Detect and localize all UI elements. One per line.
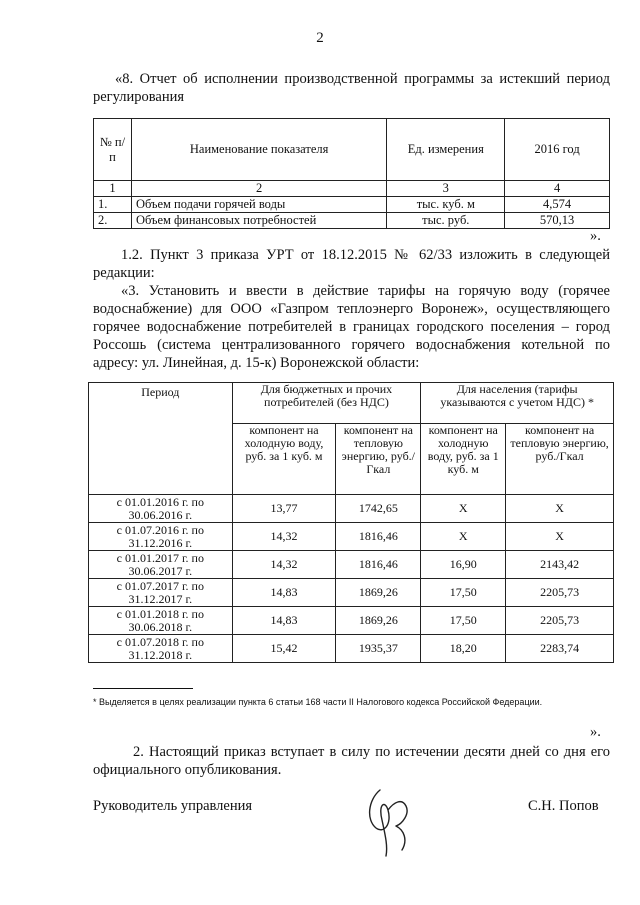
- numbering-cell: 2: [131, 181, 386, 197]
- item-3-paragraph: «3. Установить и ввести в действие тарифы на горячую воду (горячее водоснабжение) для ООО «Газпром теплоэнерго Воронеж», осуществляющего горячее водоснабжение потребителей в границах городского поселения – город Россошь (система централизованного горячего водоснабжения котельной по адресу: ул. Линейная, д. 15-к) Воронежской области:: [93, 283, 610, 371]
- production-program-table: [93, 118, 610, 229]
- table-header-row: [94, 119, 610, 181]
- signature-mark: [358, 780, 418, 860]
- row-cold-water-population: 17,50: [421, 579, 506, 607]
- row-heat-energy-population: X: [506, 523, 614, 551]
- tariffs-table: [88, 382, 614, 663]
- row-value: 4,574: [505, 197, 610, 213]
- row-cold-water-population: X: [421, 523, 506, 551]
- row-heat-energy-population: 2283,74: [506, 635, 614, 663]
- table-row: [94, 213, 610, 229]
- col-header-budget: Для бюджетных и прочих потребителей (без НДС): [232, 383, 421, 424]
- row-heat-energy-budget: 1869,26: [336, 579, 421, 607]
- row-unit: тыс. руб.: [387, 213, 505, 229]
- table-row: [89, 635, 614, 663]
- row-cold-water-budget: 14,83: [232, 607, 336, 635]
- row-period: с 01.07.2017 г. по 31.12.2017 г.: [89, 579, 233, 607]
- row-cold-water-population: 16,90: [421, 551, 506, 579]
- row-cold-water-population: X: [421, 495, 506, 523]
- row-period: с 01.01.2017 г. по 30.06.2017 г.: [89, 551, 233, 579]
- col-header-population: Для населения (тарифы указываются с учетом НДС) *: [421, 383, 614, 424]
- col-header-number: № п/п: [94, 119, 132, 181]
- col-header-unit: Ед. измерения: [387, 119, 505, 181]
- row-period: с 01.01.2018 г. по 30.06.2018 г.: [89, 607, 233, 635]
- footnote-separator: [93, 688, 193, 689]
- row-value: 570,13: [505, 213, 610, 229]
- row-heat-energy-budget: 1816,46: [336, 551, 421, 579]
- row-indicator: Объем финансовых потребностей: [131, 213, 386, 229]
- row-cold-water-budget: 14,32: [232, 551, 336, 579]
- subheader-heat-energy-population: компонент на тепловую энергию, руб./Гкал: [506, 424, 614, 495]
- page-number: 2: [316, 30, 324, 46]
- row-number: 2.: [94, 213, 132, 229]
- row-period: с 01.07.2018 г. по 31.12.2018 г.: [89, 635, 233, 663]
- row-cold-water-population: 17,50: [421, 607, 506, 635]
- table-header-row: [89, 383, 614, 424]
- numbering-cell: 1: [94, 181, 132, 197]
- row-cold-water-population: 18,20: [421, 635, 506, 663]
- item-1-2-paragraph: 1.2. Пункт 3 приказа УРТ от 18.12.2015 № 62/33 изложить в следующей редакции:: [93, 247, 610, 281]
- row-cold-water-budget: 15,42: [232, 635, 336, 663]
- table-row: [94, 197, 610, 213]
- row-period: с 01.07.2016 г. по 31.12.2016 г.: [89, 523, 233, 551]
- row-unit: тыс. куб. м: [387, 197, 505, 213]
- row-cold-water-budget: 13,77: [232, 495, 336, 523]
- signature-position: Руководитель управления: [93, 798, 253, 814]
- subheader-heat-energy-budget: компонент на тепловую энергию, руб./Гкал: [336, 424, 421, 495]
- row-heat-energy-population: 2205,73: [506, 579, 614, 607]
- row-heat-energy-budget: 1742,65: [336, 495, 421, 523]
- row-indicator: Объем подачи горячей воды: [131, 197, 386, 213]
- col-header-indicator: Наименование показателя: [131, 119, 386, 181]
- row-number: 1.: [94, 197, 132, 213]
- col-header-period: Период: [89, 383, 233, 495]
- numbering-cell: 3: [387, 181, 505, 197]
- row-period: с 01.01.2016 г. по 30.06.2016 г.: [89, 495, 233, 523]
- table-row: [89, 579, 614, 607]
- row-heat-energy-budget: 1816,46: [336, 523, 421, 551]
- numbering-cell: 4: [505, 181, 610, 197]
- subheader-cold-water-population: компонент на холодную воду, руб. за 1 куб. м: [421, 424, 506, 495]
- table-row: [89, 495, 614, 523]
- row-heat-energy-budget: 1869,26: [336, 607, 421, 635]
- table-row: [89, 607, 614, 635]
- table-numbering-row: [94, 181, 610, 197]
- row-heat-energy-budget: 1935,37: [336, 635, 421, 663]
- section-8-heading: «8. Отчет об исполнении производственной программы за истекший период регулирования: [93, 71, 610, 105]
- table-row: [89, 551, 614, 579]
- table2-close-quote: ».: [590, 724, 601, 740]
- row-heat-energy-population: 2143,42: [506, 551, 614, 579]
- subheader-cold-water-budget: компонент на холодную воду, руб. за 1 куб. м: [232, 424, 336, 495]
- item-2-paragraph: 2. Настоящий приказ вступает в силу по истечении десяти дней со дня его официального опубликования.: [93, 744, 610, 778]
- row-heat-energy-population: 2205,73: [506, 607, 614, 635]
- table1-close-quote: ».: [590, 228, 601, 244]
- col-header-year: 2016 год: [505, 119, 610, 181]
- row-cold-water-budget: 14,83: [232, 579, 336, 607]
- row-heat-energy-population: X: [506, 495, 614, 523]
- footnote: * Выделяется в целях реализации пункта 6 статьи 168 части II Налогового кодекса Российской Федерации.: [93, 697, 543, 707]
- row-cold-water-budget: 14,32: [232, 523, 336, 551]
- table-row: [89, 523, 614, 551]
- signature-name: С.Н. Попов: [528, 798, 599, 814]
